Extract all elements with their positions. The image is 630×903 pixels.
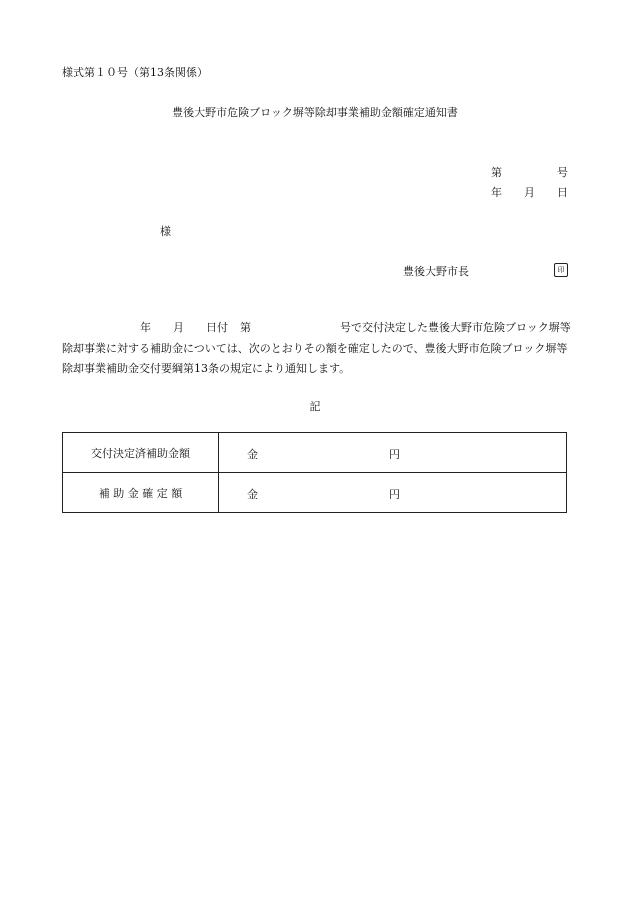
addressee-suffix: 様 — [160, 225, 171, 238]
currency-unit: 円 — [389, 488, 400, 501]
date-day: 日 — [557, 186, 568, 199]
body-day: 日付 — [206, 321, 228, 334]
body-line-2: 除却事業に対する補助金については、次のとおりその額を確定したので、豊後大野市危険ブロック塀等 — [62, 342, 568, 355]
currency-unit: 円 — [389, 448, 400, 461]
date-month: 月 — [524, 186, 535, 199]
issuer-name: 豊後大野市長 — [403, 265, 469, 278]
body-line-1-rest: 号で交付決定した豊後大野市危険ブロック塀等 — [340, 321, 571, 334]
body-line-3: 除却事業補助金交付要綱第13条の規定により通知します。 — [62, 362, 351, 375]
body-month: 月 — [173, 321, 184, 334]
amount-cell — [219, 473, 567, 513]
seal-icon: 印 — [554, 263, 568, 277]
currency-prefix: 金 — [247, 448, 258, 461]
row-label: 交付決定済補助金額 — [63, 433, 219, 473]
body-number-prefix: 第 — [240, 321, 251, 334]
table-row — [63, 473, 567, 513]
body-year: 年 — [140, 321, 151, 334]
number-prefix: 第 — [491, 166, 502, 179]
form-number: 様式第１０号（第13条関係） — [62, 66, 208, 79]
row-label: 補 助 金 確 定 額 — [63, 473, 219, 513]
currency-prefix: 金 — [247, 488, 258, 501]
date-year: 年 — [491, 186, 502, 199]
ki-heading: 記 — [309, 400, 321, 413]
amount-cell — [219, 433, 567, 473]
document-title: 豊後大野市危険ブロック塀等除却事業補助金額確定通知書 — [172, 106, 458, 119]
table-row — [63, 433, 567, 473]
amount-table — [62, 432, 567, 513]
number-suffix: 号 — [557, 166, 568, 179]
